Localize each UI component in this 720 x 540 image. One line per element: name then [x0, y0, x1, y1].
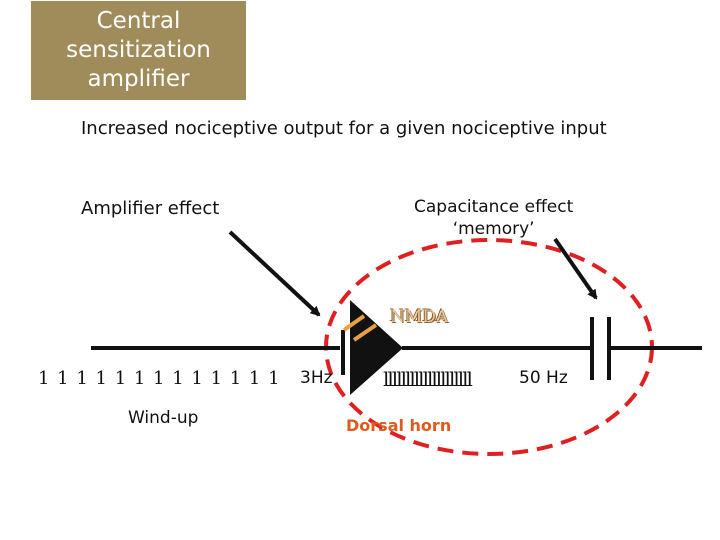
amplifier-effect-label: Amplifier effect	[81, 198, 220, 219]
subtitle: Increased nociceptive output for a given nociceptive input	[81, 118, 607, 139]
nmda-label: NMDA	[390, 307, 449, 327]
low-frequency-label: 3Hz	[300, 368, 333, 388]
capacitance-line-2: ‘memory’	[452, 219, 535, 239]
title-line-1: Central	[96, 8, 181, 34]
low-frequency-pulses: 1 1 1 1 1 1 1 1 1 1 1 1 1	[38, 368, 281, 389]
title-line-2: sensitization	[66, 37, 211, 63]
capacitance-arrow	[555, 239, 596, 298]
dorsal-horn-label: Dorsal horn	[346, 416, 452, 435]
high-frequency-pulses: llllllllllllllllllll	[383, 367, 471, 391]
wind-up-label: Wind-up	[128, 408, 199, 428]
amplifier-arrow	[230, 232, 319, 315]
title-line-3: amplifier	[87, 66, 190, 92]
capacitance-line-1: Capacitance effect	[414, 197, 574, 217]
high-frequency-label: 50 Hz	[519, 368, 568, 388]
